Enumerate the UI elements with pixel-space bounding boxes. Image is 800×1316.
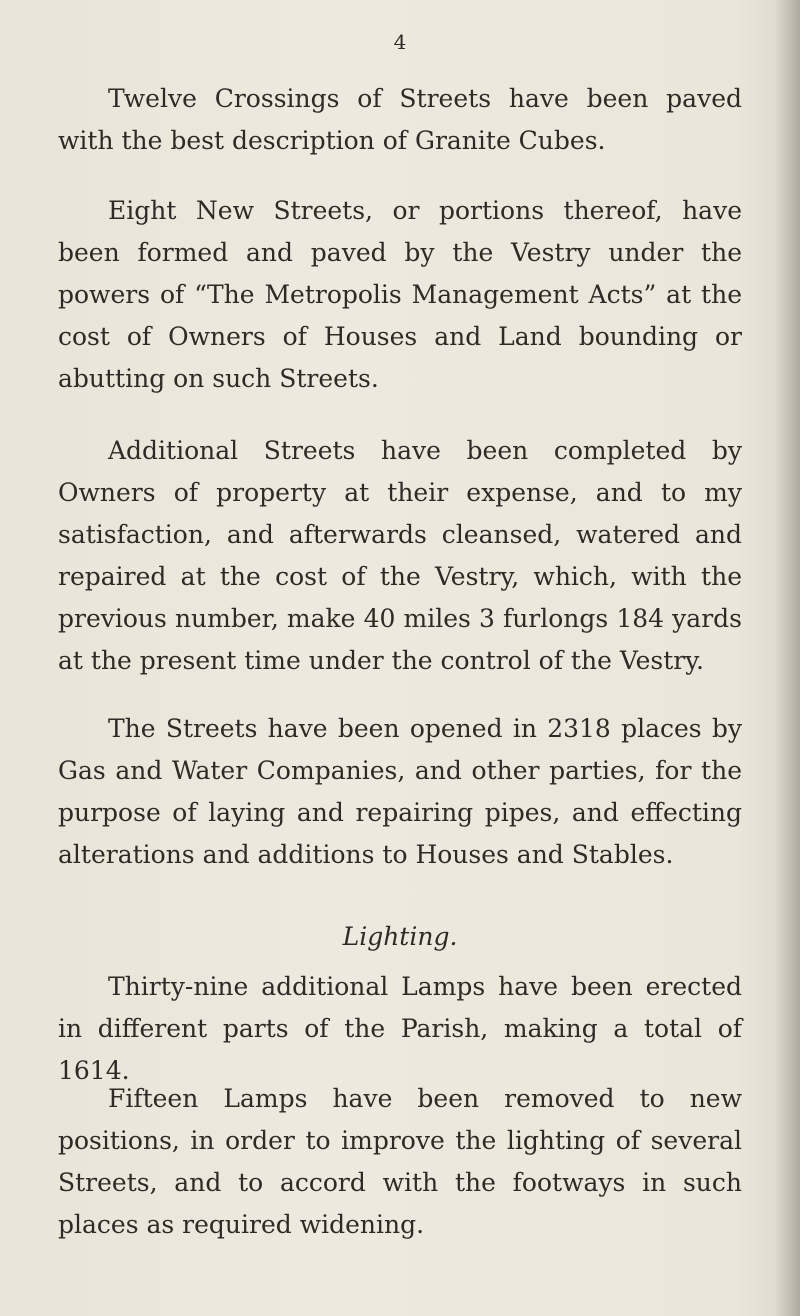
paragraph-additional-streets — [58, 430, 742, 682]
paragraph-new-streets — [58, 190, 742, 400]
paragraph-text: Eight New Streets, or portions thereof, have been formed and paved by the Vestry under the powers of “The Metropolis Management Acts” at the cost of Owners of Houses and Land bounding or abutting on such Streets. — [58, 196, 742, 393]
paragraph-streets-opened — [58, 708, 742, 876]
paragraph-granite-crossings — [58, 78, 742, 162]
page-number: 4 — [393, 30, 407, 54]
paragraph-lamps-removed — [58, 1078, 742, 1246]
paragraph-text: Fifteen Lamps have been removed to new positions, in order to improve the lighting of several Streets, and to accord with the footways in such places as required widening. — [58, 1084, 742, 1239]
section-heading-lighting: Lighting. — [342, 922, 458, 951]
paragraph-text: Thirty-nine additional Lamps have been erected in different parts of the Parish, making a total of 1614. — [58, 972, 742, 1085]
paragraph-text: Additional Streets have been completed by Owners of property at their expense, and to my satisfaction, and afterwards cleansed, watered and repaired at the cost of the Vestry, which, with the previous number, make 40 miles 3 furlongs 184 yards at the present time under the control of the Vestry. — [58, 436, 742, 675]
paragraph-text: The Streets have been opened in 2318 places by Gas and Water Companies, and other parties, for the purpose of laying and repairing pipes, and effecting alterations and additions to Houses and Stables. — [58, 714, 742, 869]
paragraph-text: Twelve Crossings of Streets have been paved with the best description of Granite Cubes. — [58, 84, 742, 155]
paragraph-additional-lamps — [58, 966, 742, 1092]
page-edge-shadow — [774, 0, 800, 1316]
